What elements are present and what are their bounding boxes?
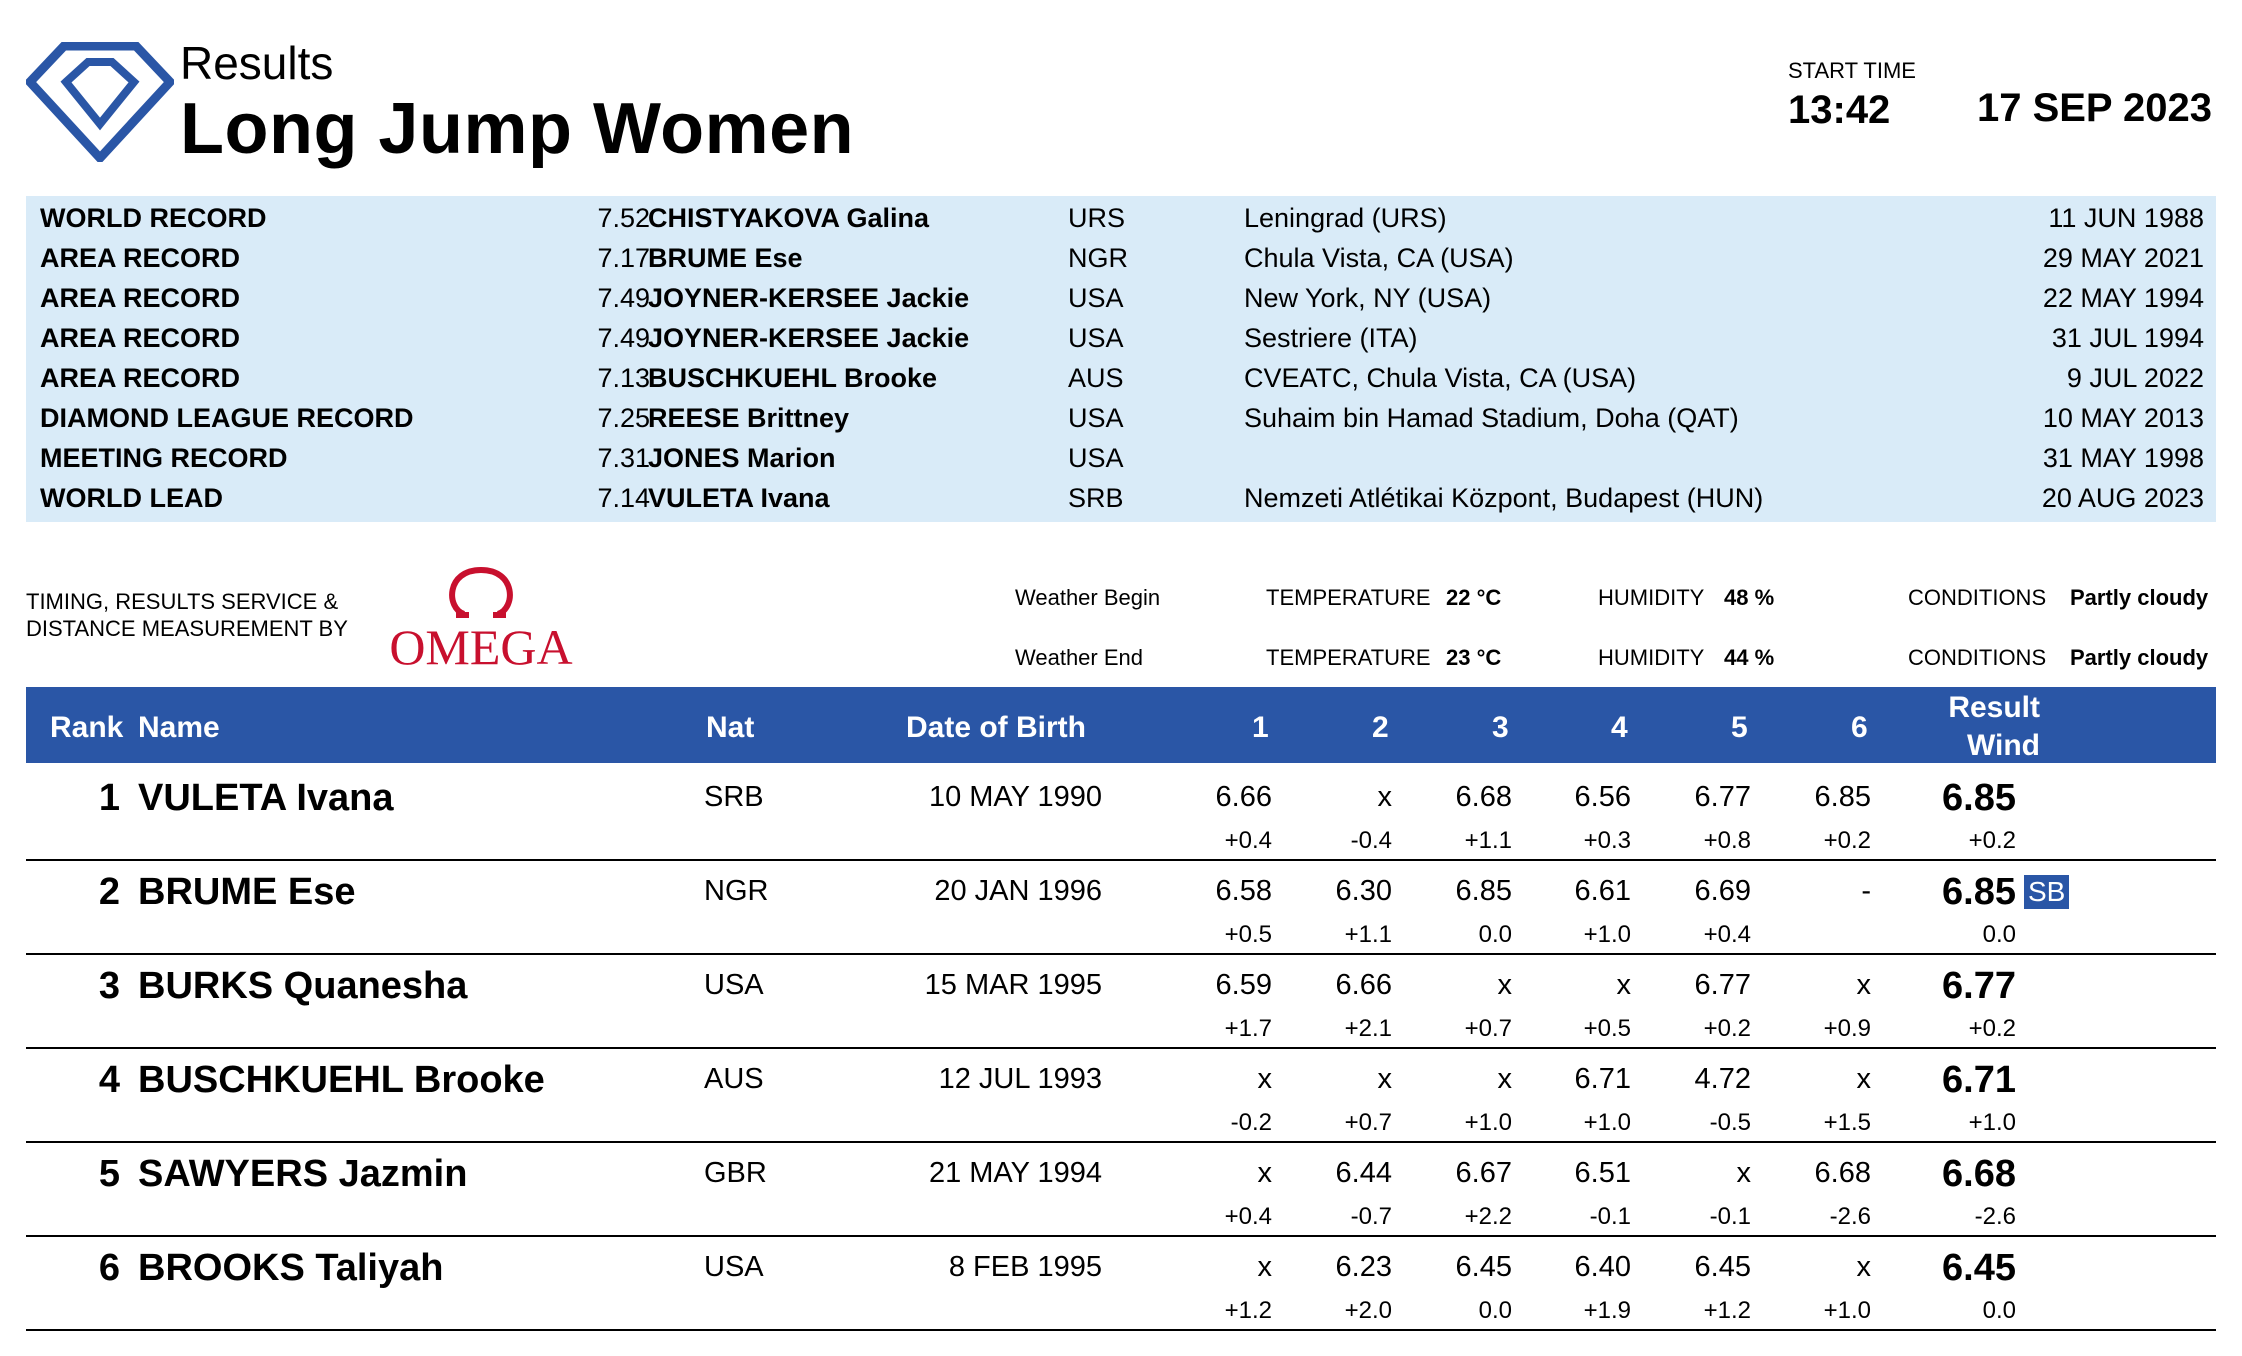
date-of-birth: 12 JUL 1993 xyxy=(938,1063,1102,1095)
header-result: Result xyxy=(1948,691,2040,724)
diamond-league-logo-icon xyxy=(26,42,174,162)
athlete-name: VULETA Ivana xyxy=(138,777,394,819)
nationality: AUS xyxy=(704,1063,764,1095)
conditions-value: Partly cloudy xyxy=(2070,645,2209,670)
temperature-value: 23 °C xyxy=(1446,645,1502,670)
record-type: AREA RECORD xyxy=(40,283,241,313)
record-holder: BRUME Ese xyxy=(648,243,803,273)
attempt-4-wind: +1.0 xyxy=(1583,1109,1631,1136)
attempt-2-wind: -0.7 xyxy=(1350,1203,1392,1230)
attempt-6-wind: -2.6 xyxy=(1829,1203,1871,1230)
record-type: WORLD RECORD xyxy=(40,203,267,233)
record-row xyxy=(26,358,2216,398)
attempt-3-mark: 6.67 xyxy=(1455,1157,1512,1189)
record-value: 7.49 xyxy=(597,283,650,313)
date-of-birth: 21 MAY 1994 xyxy=(928,1157,1102,1189)
record-row xyxy=(26,278,2216,318)
attempt-4-mark: 6.71 xyxy=(1574,1063,1631,1095)
results-table-header xyxy=(26,687,2216,763)
attempt-3-mark: 6.68 xyxy=(1455,781,1512,813)
attempt-3-wind: +2.2 xyxy=(1464,1203,1512,1230)
record-holder: VULETA Ivana xyxy=(648,483,830,513)
date-of-birth: 20 JAN 1996 xyxy=(934,875,1102,907)
attempt-3-wind: +1.0 xyxy=(1464,1109,1512,1136)
athlete-name: SAWYERS Jazmin xyxy=(138,1153,468,1195)
result-mark: 6.68 xyxy=(1942,1153,2016,1195)
attempt-5-wind: -0.5 xyxy=(1709,1109,1751,1136)
attempt-6-wind: +0.9 xyxy=(1823,1015,1871,1042)
event-title: Long Jump Women xyxy=(180,89,855,169)
attempt-1-mark: x xyxy=(1257,1063,1272,1095)
result-wind: +0.2 xyxy=(1968,827,2016,854)
attempt-4-mark: x xyxy=(1616,969,1631,1001)
header-wind: Wind xyxy=(1966,729,2040,762)
weather-label: Weather Begin xyxy=(1015,585,1161,610)
header-attempt-5: 5 xyxy=(1731,711,1748,744)
attempt-3-wind: +1.1 xyxy=(1464,827,1512,854)
record-holder: CHISTYAKOVA Galina xyxy=(648,203,930,233)
header-attempt-6: 6 xyxy=(1851,711,1868,744)
result-mark: 6.71 xyxy=(1942,1059,2016,1101)
record-date: 10 MAY 2013 xyxy=(2042,403,2204,433)
record-type: MEETING RECORD xyxy=(40,443,288,473)
attempt-2-mark: 6.44 xyxy=(1335,1157,1392,1189)
attempt-3-mark: x xyxy=(1497,969,1512,1001)
attempt-3-mark: 6.45 xyxy=(1455,1251,1512,1283)
result-mark: 6.85 xyxy=(1942,871,2016,913)
record-date: 20 AUG 2023 xyxy=(2041,483,2204,513)
record-value: 7.49 xyxy=(597,323,650,353)
result-mark: 6.45 xyxy=(1942,1247,2016,1289)
attempt-2-mark: 6.30 xyxy=(1335,875,1392,907)
athlete-name: BROOKS Taliyah xyxy=(138,1247,444,1289)
table-row xyxy=(26,1141,2216,1237)
record-venue: Leningrad (URS) xyxy=(1244,203,1447,233)
attempt-5-wind: -0.1 xyxy=(1709,1203,1751,1230)
header-attempt-2: 2 xyxy=(1372,711,1389,744)
attempt-4-wind: +0.5 xyxy=(1583,1015,1631,1042)
weather-end-row xyxy=(0,645,2242,675)
attempt-4-mark: 6.61 xyxy=(1574,875,1631,907)
start-time-value: 13:42 xyxy=(1788,88,1891,132)
record-row xyxy=(26,438,2216,478)
attempt-2-mark: 6.66 xyxy=(1335,969,1392,1001)
season-best-badge: SB xyxy=(2024,875,2069,909)
attempt-4-wind: -0.1 xyxy=(1589,1203,1631,1230)
attempt-1-mark: x xyxy=(1257,1251,1272,1283)
record-venue: Suhaim bin Hamad Stadium, Doha (QAT) xyxy=(1244,403,1739,433)
header-nat: Nat xyxy=(706,711,755,744)
omega-wordmark: OMEGA xyxy=(389,619,573,672)
result-wind: +1.0 xyxy=(1968,1109,2016,1136)
date-of-birth: 10 MAY 1990 xyxy=(928,781,1102,813)
record-type: AREA RECORD xyxy=(40,243,241,273)
record-holder: JOYNER-KERSEE Jackie xyxy=(648,323,970,353)
records-box xyxy=(26,196,2216,522)
attempt-1-mark: 6.66 xyxy=(1215,781,1272,813)
record-nat: URS xyxy=(1068,203,1126,233)
record-venue: New York, NY (USA) xyxy=(1244,283,1492,313)
attempt-6-mark: 6.85 xyxy=(1814,781,1871,813)
attempt-6-mark: x xyxy=(1856,1063,1871,1095)
attempt-5-mark: 6.69 xyxy=(1694,875,1751,907)
attempt-5-mark: x xyxy=(1736,1157,1751,1189)
record-nat: SRB xyxy=(1068,483,1124,513)
attempt-5-mark: 6.77 xyxy=(1694,781,1751,813)
nationality: USA xyxy=(704,969,764,1001)
attempt-5-wind: +0.2 xyxy=(1703,1015,1751,1042)
record-date: 11 JUN 1988 xyxy=(2048,203,2204,233)
table-row xyxy=(26,953,2216,1049)
record-row xyxy=(26,478,2216,518)
attempt-2-wind: +1.1 xyxy=(1344,921,1392,948)
result-mark: 6.85 xyxy=(1942,777,2016,819)
attempt-4-mark: 6.56 xyxy=(1574,781,1631,813)
attempt-6-wind: +0.2 xyxy=(1823,827,1871,854)
header-rank: Rank xyxy=(50,711,124,744)
record-nat: USA xyxy=(1068,403,1124,433)
conditions-label: CONDITIONS xyxy=(1908,645,2047,670)
attempt-2-mark: x xyxy=(1377,1063,1392,1095)
attempt-2-mark: x xyxy=(1377,781,1392,813)
attempt-3-wind: 0.0 xyxy=(1478,1297,1512,1324)
record-nat: USA xyxy=(1068,283,1124,313)
rank: 3 xyxy=(98,965,120,1007)
record-date: 29 MAY 2021 xyxy=(2042,243,2204,273)
attempt-5-wind: +0.4 xyxy=(1703,921,1751,948)
header-attempt-1: 1 xyxy=(1252,711,1269,744)
attempt-2-wind: +0.7 xyxy=(1344,1109,1392,1136)
record-holder: JONES Marion xyxy=(648,443,836,473)
attempt-5-wind: +0.8 xyxy=(1703,827,1751,854)
attempt-2-mark: 6.23 xyxy=(1335,1251,1392,1283)
attempt-1-wind: +1.7 xyxy=(1224,1015,1272,1042)
record-nat: NGR xyxy=(1068,243,1128,273)
header-attempt-4: 4 xyxy=(1611,711,1628,744)
attempt-3-mark: 6.85 xyxy=(1455,875,1512,907)
nationality: USA xyxy=(704,1251,764,1283)
record-date: 31 JUL 1994 xyxy=(2051,323,2204,353)
record-value: 7.17 xyxy=(597,243,650,273)
attempt-1-mark: 6.59 xyxy=(1215,969,1272,1001)
nationality: SRB xyxy=(704,781,764,813)
record-date: 9 JUL 2022 xyxy=(2066,363,2204,393)
header-name: Name xyxy=(138,711,220,744)
record-row xyxy=(26,398,2216,438)
record-type: DIAMOND LEAGUE RECORD xyxy=(40,403,414,433)
date-of-birth: 8 FEB 1995 xyxy=(948,1251,1102,1283)
attempt-3-wind: +0.7 xyxy=(1464,1015,1512,1042)
attempt-1-wind: +0.5 xyxy=(1224,921,1272,948)
header-attempt-3: 3 xyxy=(1492,711,1509,744)
weather-begin-row xyxy=(0,585,2242,615)
attempt-6-wind: +1.0 xyxy=(1823,1297,1871,1324)
record-type: AREA RECORD xyxy=(40,323,241,353)
conditions-value: Partly cloudy xyxy=(2070,585,2209,610)
nationality: NGR xyxy=(704,875,769,907)
record-row xyxy=(26,198,2216,238)
attempt-6-mark: x xyxy=(1856,969,1871,1001)
attempt-4-mark: 6.51 xyxy=(1574,1157,1631,1189)
attempt-1-wind: +1.2 xyxy=(1224,1297,1272,1324)
attempt-6-wind: +1.5 xyxy=(1823,1109,1871,1136)
attempt-3-mark: x xyxy=(1497,1063,1512,1095)
start-time-label: START TIME xyxy=(1788,58,1916,83)
table-row xyxy=(26,1047,2216,1143)
rank: 5 xyxy=(98,1153,120,1195)
humidity-label: HUMIDITY xyxy=(1598,645,1705,670)
record-venue: Nemzeti Atlétikai Központ, Budapest (HUN) xyxy=(1244,483,1764,513)
athlete-name: BURKS Quanesha xyxy=(138,965,468,1007)
record-date: 22 MAY 1994 xyxy=(2042,283,2204,313)
conditions-label: CONDITIONS xyxy=(1908,585,2047,610)
attempt-1-mark: 6.58 xyxy=(1215,875,1272,907)
record-nat: USA xyxy=(1068,443,1124,473)
result-wind: -2.6 xyxy=(1974,1203,2016,1230)
header-dob: Date of Birth xyxy=(906,711,1086,744)
date-of-birth: 15 MAR 1995 xyxy=(924,969,1102,1001)
record-value: 7.14 xyxy=(597,483,650,513)
record-venue: CVEATC, Chula Vista, CA (USA) xyxy=(1244,363,1637,393)
record-type: WORLD LEAD xyxy=(40,483,223,513)
attempt-2-wind: +2.0 xyxy=(1344,1297,1392,1324)
attempt-6-mark: 6.68 xyxy=(1814,1157,1871,1189)
record-venue: Chula Vista, CA (USA) xyxy=(1244,243,1514,273)
attempt-2-wind: +2.1 xyxy=(1344,1015,1392,1042)
record-venue: Sestriere (ITA) xyxy=(1244,323,1418,353)
rank: 2 xyxy=(98,871,120,913)
rank: 4 xyxy=(98,1059,120,1101)
record-date: 31 MAY 1998 xyxy=(2042,443,2204,473)
result-wind: 0.0 xyxy=(1982,1297,2016,1324)
temperature-value: 22 °C xyxy=(1446,585,1502,610)
nationality: GBR xyxy=(704,1157,767,1189)
record-holder: BUSCHKUEHL Brooke xyxy=(648,363,938,393)
humidity-value: 48 % xyxy=(1724,585,1775,610)
attempt-5-mark: 6.77 xyxy=(1694,969,1751,1001)
record-value: 7.13 xyxy=(597,363,650,393)
attempt-1-mark: x xyxy=(1257,1157,1272,1189)
table-row xyxy=(26,859,2216,955)
attempt-1-wind: +0.4 xyxy=(1224,827,1272,854)
attempt-5-mark: 4.72 xyxy=(1694,1063,1751,1095)
record-holder: JOYNER-KERSEE Jackie xyxy=(648,283,970,313)
record-row xyxy=(26,318,2216,358)
record-nat: AUS xyxy=(1068,363,1124,393)
table-row xyxy=(26,1235,2216,1331)
athlete-name: BRUME Ese xyxy=(138,871,356,913)
event-date: 17 SEP 2023 xyxy=(1976,86,2212,130)
attempt-6-mark: x xyxy=(1856,1251,1871,1283)
result-wind: +0.2 xyxy=(1968,1015,2016,1042)
humidity-label: HUMIDITY xyxy=(1598,585,1705,610)
attempt-1-wind: +0.4 xyxy=(1224,1203,1272,1230)
attempt-5-wind: +1.2 xyxy=(1703,1297,1751,1324)
record-type: AREA RECORD xyxy=(40,363,241,393)
record-holder: REESE Brittney xyxy=(648,403,850,433)
attempt-1-wind: -0.2 xyxy=(1230,1109,1272,1136)
record-value: 7.31 xyxy=(597,443,650,473)
athlete-name: BUSCHKUEHL Brooke xyxy=(138,1059,545,1101)
temperature-label: TEMPERATURE xyxy=(1266,645,1431,670)
timing-line-1: TIMING, RESULTS SERVICE & xyxy=(26,589,339,614)
attempt-3-wind: 0.0 xyxy=(1478,921,1512,948)
results-label: Results xyxy=(180,37,334,89)
attempt-4-mark: 6.40 xyxy=(1574,1251,1631,1283)
table-row xyxy=(26,765,2216,861)
attempt-4-wind: +0.3 xyxy=(1583,827,1631,854)
rank: 1 xyxy=(98,777,120,819)
timing-line-2: DISTANCE MEASUREMENT BY xyxy=(26,616,348,641)
weather-label: Weather End xyxy=(1015,645,1144,670)
rank: 6 xyxy=(98,1247,120,1289)
record-nat: USA xyxy=(1068,323,1124,353)
result-mark: 6.77 xyxy=(1942,965,2016,1007)
result-wind: 0.0 xyxy=(1982,921,2016,948)
record-row xyxy=(26,238,2216,278)
humidity-value: 44 % xyxy=(1724,645,1775,670)
temperature-label: TEMPERATURE xyxy=(1266,585,1431,610)
attempt-5-mark: 6.45 xyxy=(1694,1251,1751,1283)
attempt-2-wind: -0.4 xyxy=(1350,827,1392,854)
record-value: 7.25 xyxy=(597,403,650,433)
record-value: 7.52 xyxy=(597,203,650,233)
attempt-4-wind: +1.9 xyxy=(1583,1297,1631,1324)
attempt-6-mark: - xyxy=(1861,875,1871,907)
attempt-4-wind: +1.0 xyxy=(1583,921,1631,948)
